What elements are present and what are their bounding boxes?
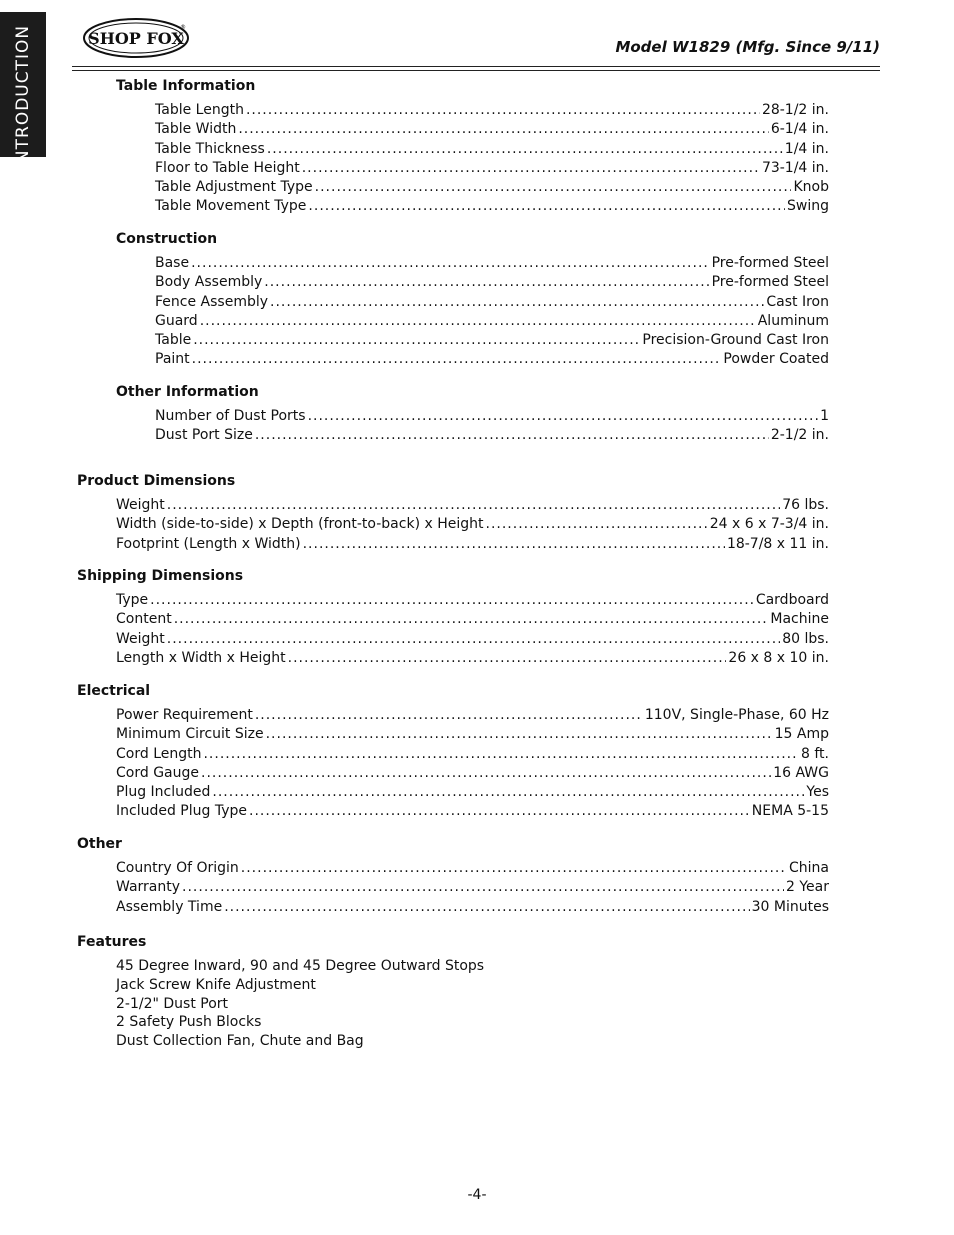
- spec-value: Precision-Ground Cast Iron: [642, 332, 829, 349]
- spec-label: Fence Assembly: [155, 293, 269, 310]
- spec-row: [116, 649, 829, 668]
- spec-row: [155, 254, 829, 273]
- spec-label: Table Movement Type: [155, 198, 307, 215]
- spec-label: Cord Gauge: [116, 764, 199, 781]
- spec-value: 76 lbs.: [782, 497, 829, 513]
- spec-row: [116, 535, 829, 554]
- spec-value: Machine: [770, 611, 829, 628]
- spec-row: [155, 350, 829, 369]
- dot-leader: [264, 273, 709, 292]
- spec-value: 73-1/4 in.: [761, 159, 829, 176]
- spec-value: Cardboard: [755, 592, 829, 608]
- shop-fox-logo: [82, 17, 190, 59]
- dot-leader: [266, 725, 773, 744]
- section-heading: Features: [77, 934, 147, 950]
- spec-value: Pre-formed Steel: [711, 255, 829, 271]
- spec-value: 15 Amp: [774, 726, 829, 743]
- spec-value: 30 Minutes: [751, 898, 829, 915]
- dot-leader: [238, 120, 769, 139]
- section-other-information: [116, 383, 829, 446]
- header-rule-secondary: [72, 70, 880, 71]
- spec-value: 2 Year: [786, 879, 829, 896]
- spec-label: Table: [155, 332, 192, 349]
- spec-label: Number of Dust Ports: [155, 408, 306, 424]
- spec-row: [155, 312, 829, 331]
- spec-label: Width (side-to-side) x Depth (front-to-back) x Height: [116, 516, 484, 533]
- spec-label: Table Length: [155, 102, 244, 118]
- spec-row: [116, 610, 829, 629]
- dot-leader: [212, 783, 804, 802]
- spec-row: [155, 331, 829, 350]
- dot-leader: [193, 331, 640, 350]
- spec-value: NEMA 5-15: [751, 803, 829, 820]
- spec-label: Base: [155, 255, 190, 271]
- dot-leader: [192, 350, 722, 369]
- spec-label: Warranty: [116, 879, 181, 896]
- spec-value: 1/4 in.: [784, 140, 829, 157]
- spec-row: [155, 273, 829, 292]
- spec-label: Length x Width x Height: [116, 649, 286, 666]
- spec-label: Paint: [155, 351, 190, 368]
- spec-label: Floor to Table Height: [155, 159, 300, 176]
- spec-row: [116, 898, 829, 917]
- spec-label: Content: [116, 611, 172, 628]
- dot-leader: [167, 630, 780, 649]
- section-table-information: [116, 77, 829, 217]
- section-construction: [116, 230, 829, 370]
- dot-leader: [303, 535, 725, 554]
- spec-label: Type: [116, 592, 149, 608]
- spec-row: [116, 725, 829, 744]
- dot-leader: [174, 610, 769, 629]
- spec-row: [155, 120, 829, 139]
- dot-leader: [203, 745, 799, 764]
- spec-value: 8 ft.: [801, 745, 829, 762]
- dot-leader: [200, 312, 756, 331]
- spec-row: [116, 706, 829, 725]
- spec-value: Knob: [793, 179, 829, 196]
- spec-value: Powder Coated: [723, 351, 829, 368]
- spec-list: [116, 706, 829, 822]
- spec-label: Footprint (Length x Width): [116, 535, 301, 552]
- spec-row: [155, 426, 829, 445]
- spec-value: 16 AWG: [773, 764, 829, 781]
- feature-list: [116, 957, 829, 1051]
- spec-label: Plug Included: [116, 784, 211, 801]
- spec-row: [116, 878, 829, 897]
- feature-item: Jack Screw Knife Adjustment: [116, 976, 316, 993]
- spec-label: Weight: [116, 497, 165, 513]
- spec-list: [116, 591, 829, 668]
- spec-value: 18-7/8 x 11 in.: [726, 535, 829, 552]
- dot-leader: [249, 802, 750, 821]
- spec-list: [155, 407, 829, 446]
- spec-label: Weight: [116, 630, 165, 647]
- spec-value: 2-1/2 in.: [770, 427, 829, 444]
- dot-leader: [315, 178, 792, 197]
- spec-row: [155, 407, 829, 426]
- spec-value: 24 x 6 x 7-3/4 in.: [709, 516, 829, 533]
- spec-row: [116, 745, 829, 764]
- spec-label: Included Plug Type: [116, 803, 247, 820]
- dot-leader: [182, 878, 784, 897]
- dot-leader: [224, 898, 749, 917]
- spec-value: Yes: [806, 784, 829, 801]
- spec-row: [155, 159, 829, 178]
- spec-value: 80 lbs.: [782, 630, 829, 647]
- page-number: -4-: [467, 1187, 487, 1203]
- spec-row: [155, 101, 829, 120]
- spec-label: Minimum Circuit Size: [116, 726, 264, 743]
- section-heading: Shipping Dimensions: [77, 568, 244, 584]
- spec-value: Aluminum: [757, 312, 829, 329]
- spec-row: [116, 859, 829, 878]
- spec-row: [155, 197, 829, 216]
- feature-item: Dust Collection Fan, Chute and Bag: [116, 1033, 364, 1050]
- dot-leader: [167, 496, 780, 515]
- section-other: [77, 835, 829, 917]
- feature-item: 2 Safety Push Blocks: [116, 1014, 262, 1031]
- spec-row: [116, 802, 829, 821]
- side-tab-label: INTRODUCTION: [13, 24, 33, 170]
- spec-row: [116, 764, 829, 783]
- spec-value: 110V, Single-Phase, 60 Hz: [644, 707, 829, 723]
- spec-label: Country Of Origin: [116, 860, 239, 876]
- model-title: Model W1829 (Mfg. Since 9/11): [615, 38, 880, 56]
- spec-label: Table Thickness: [155, 140, 265, 157]
- dot-leader: [308, 407, 819, 426]
- spec-value: 28-1/2 in.: [761, 102, 829, 118]
- spec-value: 26 x 8 x 10 in.: [728, 649, 829, 666]
- spec-label: Dust Port Size: [155, 427, 253, 444]
- dot-leader: [201, 764, 771, 783]
- section-heading: Electrical: [77, 683, 151, 699]
- feature-item: 45 Degree Inward, 90 and 45 Degree Outward Stops: [116, 958, 485, 974]
- section-features: [77, 933, 829, 1051]
- spec-list: [155, 254, 829, 370]
- section-heading: Other Information: [116, 384, 259, 400]
- dot-leader: [486, 515, 708, 534]
- spec-label: Table Width: [155, 121, 237, 138]
- spec-row: [116, 496, 829, 515]
- spec-row: [155, 178, 829, 197]
- dot-leader: [270, 293, 764, 312]
- spec-list: [155, 101, 829, 217]
- section-heading: Product Dimensions: [77, 473, 236, 489]
- spec-label: Assembly Time: [116, 898, 223, 915]
- spec-label: Body Assembly: [155, 274, 263, 291]
- spec-label: Guard: [155, 312, 198, 329]
- spec-row: [116, 630, 829, 649]
- section-heading: Other: [77, 836, 122, 852]
- spec-label: Power Requirement: [116, 707, 253, 723]
- feature-item: 2-1/2" Dust Port: [116, 995, 229, 1012]
- section-product-dimensions: [77, 472, 829, 554]
- dot-leader: [255, 706, 643, 725]
- spec-value: 6-1/4 in.: [770, 121, 829, 138]
- section-shipping-dimensions: [77, 567, 829, 668]
- dot-leader: [246, 101, 760, 120]
- dot-leader: [302, 159, 760, 178]
- svg-text:®: ®: [180, 24, 186, 31]
- spec-list: [116, 496, 829, 554]
- dot-leader: [191, 254, 710, 273]
- dot-leader: [150, 591, 754, 610]
- spec-row: [116, 591, 829, 610]
- spec-value: China: [789, 860, 829, 876]
- spec-row: [116, 515, 829, 534]
- dot-leader: [255, 426, 769, 445]
- spec-row: [116, 783, 829, 802]
- spec-value: Cast Iron: [766, 293, 829, 310]
- section-heading: Table Information: [116, 78, 256, 94]
- side-tab: [0, 12, 46, 170]
- spec-label: Cord Length: [116, 745, 202, 762]
- header-rule: [72, 66, 880, 67]
- spec-value: Pre-formed Steel: [711, 274, 829, 291]
- spec-list: [116, 859, 829, 917]
- section-electrical: [77, 682, 829, 822]
- dot-leader: [308, 197, 785, 216]
- section-heading: Construction: [116, 231, 218, 247]
- dot-leader: [267, 140, 783, 159]
- svg-text:SHOP FOX: SHOP FOX: [88, 29, 184, 48]
- dot-leader: [241, 859, 787, 878]
- spec-row: [155, 140, 829, 159]
- spec-value: 1: [820, 408, 829, 424]
- dot-leader: [288, 649, 727, 668]
- spec-value: Swing: [787, 198, 829, 215]
- spec-label: Table Adjustment Type: [155, 179, 313, 196]
- spec-row: [155, 293, 829, 312]
